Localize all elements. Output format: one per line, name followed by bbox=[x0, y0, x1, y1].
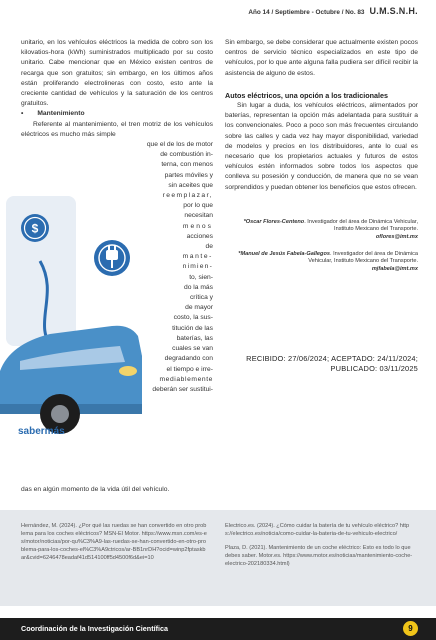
references-band bbox=[0, 510, 436, 606]
wrap-line: costo, la sus- bbox=[173, 314, 213, 322]
wrap-line: baterías, las bbox=[176, 334, 213, 342]
reference-item: Plaza, D. (2021). Mantenimiento de un coche eléctrico: Esto es todo lo que debes saber. Motor.es. https://www.motor.es/noticias/mantenimiento-coche-electrico-202180334.html) bbox=[225, 544, 413, 567]
page-header bbox=[248, 6, 418, 16]
wrap-line: necesitan bbox=[184, 212, 213, 220]
wrap-line: to, sien- bbox=[189, 273, 213, 281]
bullet-icon: • bbox=[21, 110, 24, 118]
sabermas-logo: sabermás bbox=[18, 426, 65, 437]
wrap-line: que el de los de motor bbox=[146, 141, 213, 149]
author-1-name: *Oscar Flores-Centeno bbox=[243, 218, 305, 225]
wrap-line: el tiempo e irre- bbox=[166, 365, 213, 373]
received-dates: RECIBIDO: 27/06/2024; ACEPTADO: 24/11/2024; PUBLICADO: 03/11/2025 bbox=[246, 354, 418, 373]
right-paragraph-2: Sin lugar a duda, los vehículos eléctricos, alimentados por baterías, representan la opción más adelantada para sustituir a los convencionales. Poco a poco son más frecuentes circulando sobre las calles y cada vez hay mayor disponibilidad, variedad de modelos y precios en los distribuidores, ante lo cual es necesario que los propietarios actuales y futuros de estos vehículos estén informados sobre todos los aspectos que conlleva su posesión y conducción, de manera que no se vean sorprendidos y puedan obtener los beneficios que estos ofrecen. bbox=[225, 102, 418, 191]
reference-item: Electrico.es. (2024). ¿Cómo cuidar la batería de tu vehículo eléctrico? https://electrico.es/noticia/como-cuidar-la-bateria-de-tu-vehiculo-electrico/ bbox=[225, 523, 410, 537]
page-number-badge: 9 bbox=[403, 621, 418, 636]
author-1-desc: . Investigador del área de Dinámica Vehicular, Instituto Mexicano del Transporte. bbox=[304, 218, 418, 233]
references-right bbox=[225, 523, 415, 575]
author-2-name: *Manuel de Jesús Fabela-Gallegos bbox=[238, 250, 330, 257]
author-2 bbox=[225, 251, 418, 274]
author-1-email: oflores@imt.mx bbox=[375, 234, 418, 241]
svg-text:$: $ bbox=[31, 221, 39, 236]
wrap-line: mante- bbox=[182, 253, 213, 261]
left-paragraph-1: unitario, en los vehículos eléctricos la medida de cobro son los kilovatios-hora (kWh) suministrados multiplicado por su costo unitario. Cabe mencionar que en México existen centros de recarga que son gratuitos; sin embargo, en los últimos años están proliferando electrolineras con costo, esto ante la creciente cantidad de vehículos y la saturación de los centros gratuitos. bbox=[21, 39, 213, 108]
wrap-line: degradando con bbox=[164, 355, 213, 363]
wrap-line: menos bbox=[182, 222, 213, 230]
issue-info: Año 14 / Septiembre - Octubre / No. 83 bbox=[248, 9, 365, 16]
maintenance-heading bbox=[21, 109, 213, 119]
wrap-line: de combustión in- bbox=[160, 151, 213, 159]
wrap-line: de mayor bbox=[185, 304, 213, 312]
author-1 bbox=[225, 219, 418, 242]
wrap-line: deberán ser sustitui- bbox=[152, 385, 213, 393]
wrap-line: mediablemente bbox=[159, 375, 213, 383]
footer-text: Coordinación de la Investigación Científica bbox=[21, 624, 168, 633]
wrap-line: titución de las bbox=[172, 324, 213, 332]
wrap-line: nimien- bbox=[182, 263, 213, 271]
wrap-line: por lo que bbox=[183, 202, 213, 210]
wrap-line: de bbox=[205, 243, 213, 251]
university-name: U.M.S.N.H. bbox=[369, 6, 418, 16]
author-2-desc: . Investigador del área de Dinámica Vehicular, Instituto Mexicano del Transporte. bbox=[308, 250, 418, 265]
page-footer bbox=[0, 618, 436, 640]
references-left bbox=[21, 523, 207, 569]
wrap-line: terna, con menos bbox=[161, 161, 213, 169]
ev-charging-illustration bbox=[0, 166, 150, 436]
wrapped-lines bbox=[147, 140, 213, 395]
right-paragraph-1: Sin embargo, se debe considerar que actualmente existen pocos centros de servicio técnico especializados en este tipo de vehículos, por lo que ante alguna falla pudiera ser difícil recibir la asistencia de alguno de estos. bbox=[225, 39, 418, 77]
left-column bbox=[18, 38, 213, 495]
maintenance-heading-text: Mantenimiento bbox=[37, 110, 85, 118]
wrap-line: reemplazar, bbox=[162, 192, 213, 200]
wrap-line: acciones bbox=[186, 232, 213, 240]
author-2-email: mjfabela@imt.mx bbox=[371, 265, 418, 272]
right-column bbox=[225, 38, 418, 273]
wrap-line: cuales se van bbox=[172, 345, 213, 353]
wrap-line: partes móviles y bbox=[164, 171, 213, 179]
wrap-line: do la más bbox=[184, 283, 213, 291]
wrap-line: sin aceites que bbox=[168, 181, 213, 189]
reference-item: Hernández, M. (2024). ¿Por qué las ruedas se han convertido en otro problema para los coches eléctricos? MSN-El Motor. https://www.msn.com/es-es/motor/noticias/por-qu%C3%A9-las-ruedas-se-han-convertido-en-otro-problema-para-los-coches-el%C3%A9ctricos/ar-BB1nrDH?ocid=winp2fptaskbar&cvid=6246478eadaf41d514100ff5d4500f6d&ei=10 bbox=[21, 523, 207, 561]
left-tail-line: das en algún momento de la vida útil del vehículo. bbox=[21, 486, 170, 494]
wrap-line: crítica y bbox=[189, 294, 213, 302]
wrapped-text-zone bbox=[18, 140, 213, 485]
section-heading: Autos eléctricos, una opción a los tradicionales bbox=[225, 90, 388, 100]
maintenance-paragraph: Referente al mantenimiento, el tren motriz de los vehículos eléctricos es mucho más simple bbox=[21, 120, 213, 138]
